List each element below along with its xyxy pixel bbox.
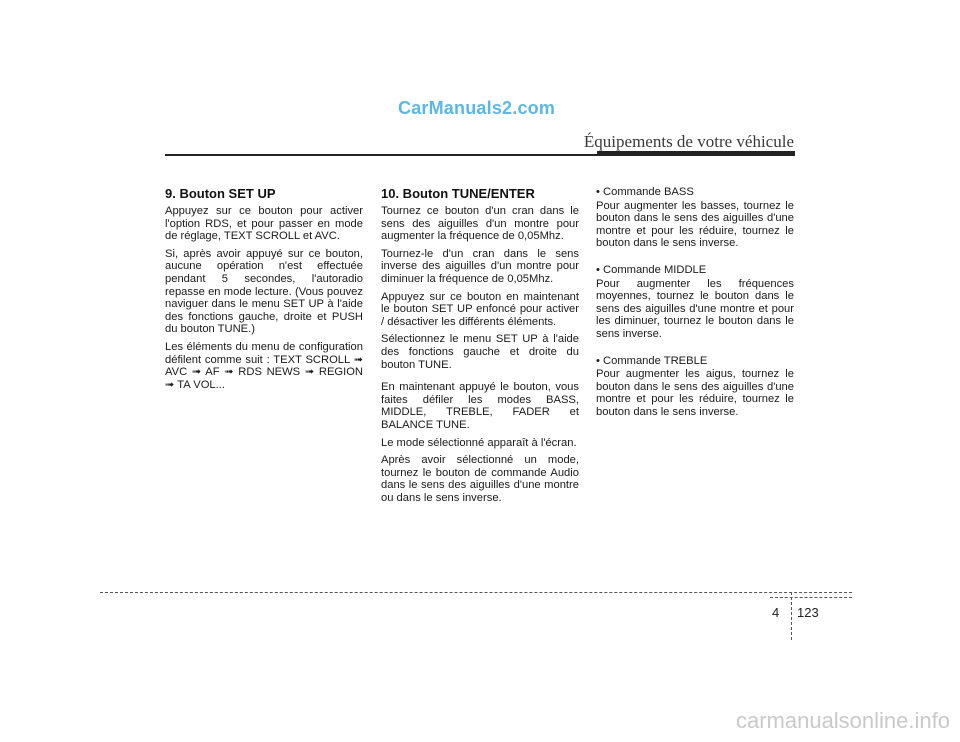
page-number-divider [791,592,792,640]
treble-label: • Commande TREBLE [596,354,708,367]
bass-label: • Commande BASS [596,186,694,198]
column-set-up [165,186,363,396]
carmanualsonline-watermark: carmanualsonline.info [735,708,950,733]
heading-set-up: 9. Bouton SET UP [165,186,276,201]
treble-text: Pour augmenter les aigus, tournez le bouton dans le sens des aiguilles d'une montre et pour les réduire, tournez le bouton dans le sens inverse. [596,368,794,418]
middle-label: • Commande MIDDLE [596,263,707,276]
paragraph: En maintenant appuyé le bouton, vous faites défiler les modes BASS, MIDDLE, TREBLE, FADER et BALANCE TUNE. [381,381,579,431]
page-number: 123 [797,605,819,620]
footer-rule-short [770,597,852,598]
bass-block [596,186,794,250]
paragraph: Sélectionnez le menu SET UP à l'aide des fonctions gauche et droite du bouton TUNE. [381,333,579,371]
bass-text: Pour augmenter les basses, tournez le bouton dans le sens des aiguilles d'une montre et pour les réduire, tournez le bouton dans le sens inverse. [596,199,794,250]
section-title: Équipements de votre véhicule [583,132,794,151]
footer-rule [100,592,852,593]
middle-text: Pour augmenter les fréquences moyennes, tournez le bouton dans le sens des aiguilles d'une montre et pour les diminuer, tournez le bouton dans le sens inverse. [596,277,794,340]
paragraph: Après avoir sélectionné un mode, tournez le bouton de commande Audio dans le sens des aiguilles d'une montre ou dans le sens inverse. [381,454,579,504]
chapter-number: 4 [772,605,780,620]
paragraph: Les éléments du menu de configuration défilent comme suit : TEXT SCROLL ➟ AVC ➟ AF ➟ RDS NEWS ➟ REGION ➟ TA VOL... [165,340,363,391]
paragraph: Tournez ce bouton d'un cran dans le sens des aiguilles d'un montre pour augmenter la fréquence de 0,05Mhz. [381,205,579,243]
column-audio-controls [596,186,794,433]
column-tune-enter [381,186,579,509]
treble-block [596,355,794,419]
heading-tune-enter: 10. Bouton TUNE/ENTER [381,186,535,201]
middle-block [596,264,794,341]
paragraph: Si, après avoir appuyé sur ce bouton, aucune opération n'est effectuée pendant 5 secondes, l'autoradio repasse en mode lecture. (Vous pouvez naviguer dans le menu SET UP à l'aide des fonctions gauche, droite et PUSH du bouton TUNE.) [165,247,363,336]
header-rule-accent [597,151,795,156]
paragraph: Appuyez sur ce bouton pour activer l'option RDS, et pour passer en mode de réglage, TEXT SCROLL et AVC. [165,205,363,243]
paragraph: Tournez-le d'un cran dans le sens inverse des aiguilles d'un montre pour diminuer la fréquence de 0,05Mhz. [381,247,579,285]
carmanuals-watermark: CarManuals2.com [398,98,556,118]
paragraph: Le mode sélectionné apparaît à l'écran. [381,436,577,449]
paragraph: Appuyez sur ce bouton en maintenant le bouton SET UP enfoncé pour activer / désactiver les différents éléments. [381,290,579,328]
